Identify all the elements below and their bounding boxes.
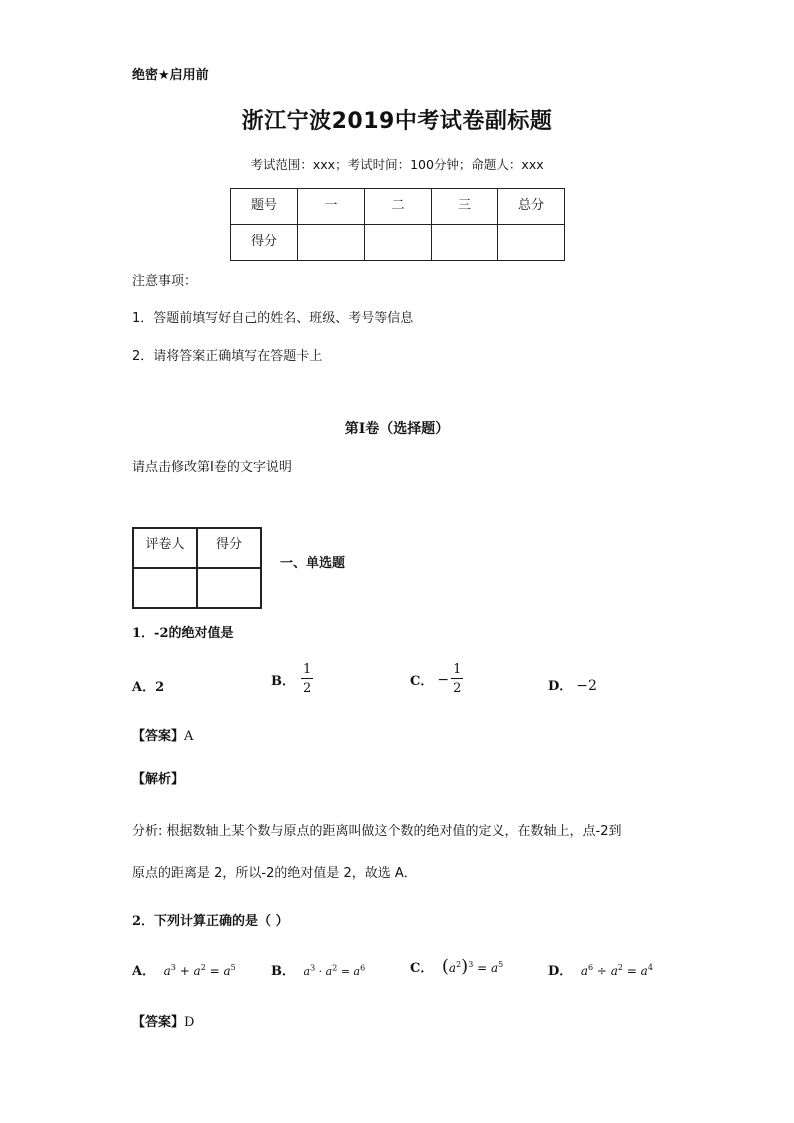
option-label: B． — [271, 674, 295, 689]
q1-option-d[interactable] — [548, 675, 597, 694]
note-item: 1．答题前填写好自己的姓名、班级、考号等信息 — [132, 311, 414, 326]
volume-description[interactable]: 请点击修改第I卷的文字说明 — [132, 460, 292, 475]
q1-answer: 【答案】A — [132, 729, 194, 744]
option-label: D． — [548, 964, 573, 979]
score-table-header-row — [231, 189, 565, 225]
grader-label: 评卷人 — [133, 528, 197, 568]
math-expression: $a^3 \cdot a^2 = a^6$ — [303, 963, 366, 978]
math-expression: $(a^2)^3 = a^5$ — [441, 956, 504, 977]
q2-option-d[interactable] — [548, 960, 653, 979]
grader-score-entry[interactable] — [197, 568, 261, 608]
score-cell-part1: 一 — [298, 189, 365, 225]
q1-analysis-text: 原点的距离是 2，所以-2的绝对值是 2，故选 A． — [132, 866, 417, 881]
q1-option-b[interactable] — [271, 662, 313, 697]
exam-info: 考试范围：xxx；考试时间：100分钟；命题人：xxx — [250, 157, 544, 172]
option-label: A． — [132, 680, 156, 695]
q2-answer: 【答案】D — [132, 1015, 195, 1030]
grader-score-label: 得分 — [197, 528, 261, 568]
page-title: 浙江宁波2019中考试卷副标题 — [241, 109, 553, 134]
fraction: $\frac{1}{2}$ — [303, 662, 312, 696]
confidential-mark: 绝密★启用前 — [132, 68, 209, 83]
score-entry-1[interactable] — [298, 225, 365, 261]
score-entry-3[interactable] — [432, 225, 498, 261]
q1-analysis-text: 分析: 根据数轴上某个数与原点的距离叫做这个数的绝对值的定义，在数轴上，点-2到 — [132, 824, 622, 839]
score-row-label: 得分 — [231, 225, 298, 261]
score-table-score-row — [231, 225, 565, 261]
option-label: A． — [132, 964, 156, 979]
score-entry-total[interactable] — [498, 225, 565, 261]
grader-name-entry[interactable] — [133, 568, 197, 608]
score-cell-label: 题号 — [231, 189, 298, 225]
q1-option-c[interactable]: C． − $\frac{1}{2}$ — [410, 662, 462, 696]
q2-option-b[interactable] — [271, 960, 365, 979]
notes-heading: 注意事项： — [132, 274, 198, 289]
fraction: $\frac{1}{2}$ — [453, 662, 462, 696]
q2-option-c[interactable] — [410, 956, 503, 977]
score-cell-total: 总分 — [498, 189, 565, 225]
q1-analysis-label: 【解析】 — [132, 772, 185, 787]
q2-option-a[interactable] — [132, 960, 236, 979]
section-title: 一、单选题 — [280, 556, 346, 571]
math-expression: $a^6 \div a^2 = a^4$ — [580, 963, 653, 978]
score-table — [230, 188, 565, 261]
question-2-stem: 2．下列计算正确的是（ ） — [132, 914, 289, 929]
volume-title: 第I卷（选择题） — [344, 421, 450, 437]
option-label: D． — [548, 679, 573, 694]
option-value: 2 — [155, 680, 165, 695]
note-item: 2．请将答案正确填写在答题卡上 — [132, 349, 323, 364]
option-value: −2 — [576, 678, 597, 694]
option-label: C． — [410, 961, 434, 976]
q1-option-a[interactable] — [132, 676, 164, 695]
score-entry-2[interactable] — [365, 225, 432, 261]
grader-table — [132, 527, 262, 609]
score-cell-part2: 二 — [365, 189, 432, 225]
option-label: C． — [410, 674, 434, 689]
math-expression: $a^3 + a^2 = a^5$ — [163, 963, 236, 978]
option-label: B． — [271, 964, 295, 979]
question-1-stem: 1．-2的绝对值是 — [132, 626, 234, 641]
score-cell-part3: 三 — [432, 189, 498, 225]
